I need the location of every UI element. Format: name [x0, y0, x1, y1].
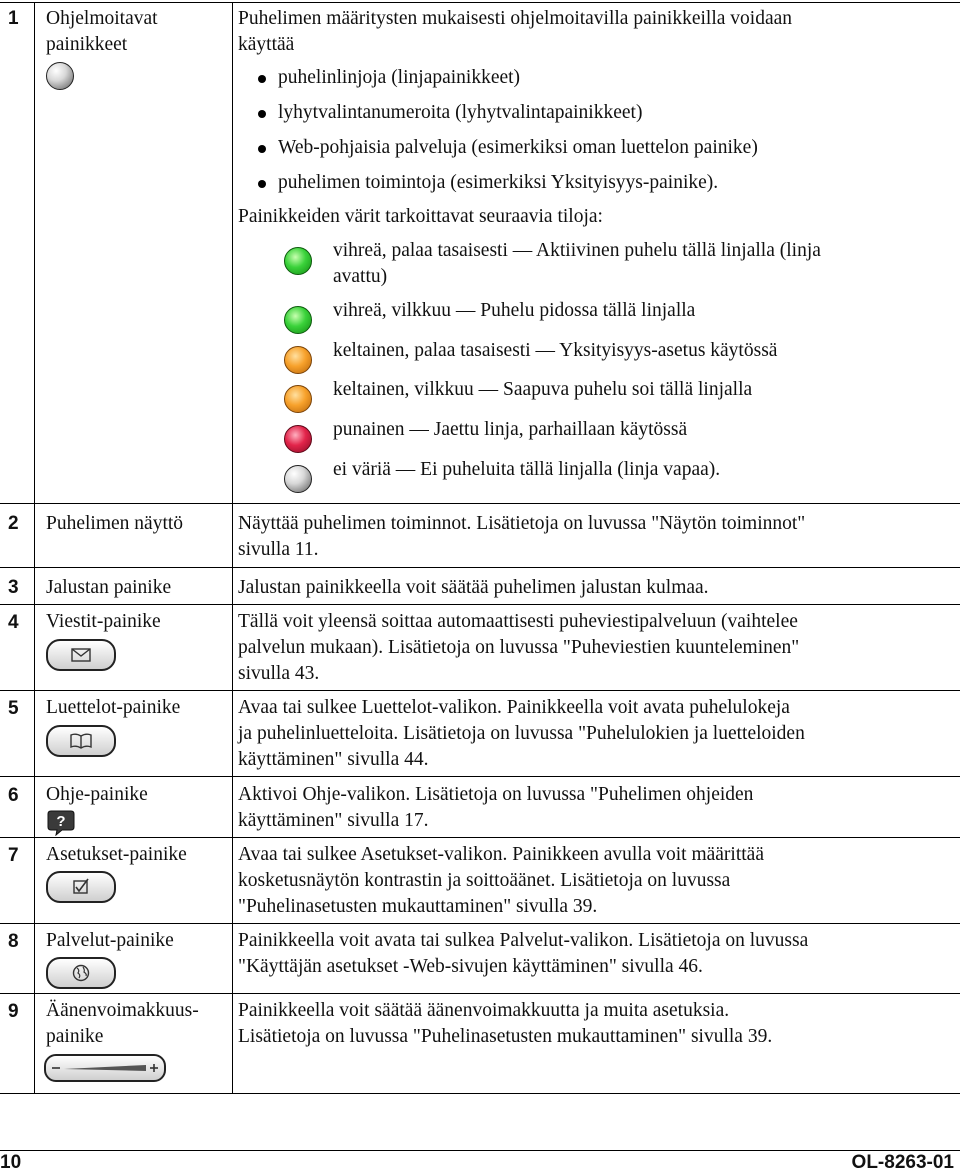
row-number: 1 [8, 8, 19, 29]
footer-rule [0, 1150, 960, 1151]
row-label: Jalustan painike [46, 577, 172, 598]
row-description: Aktivoi Ohje-valikon. Lisätietoja on luvussa "Puhelimen ohjeiden käyttäminen" sivulla 17. [238, 784, 754, 831]
document-id: OL-8263-01 [851, 1152, 954, 1173]
row-divider [0, 567, 960, 568]
row-label: Luettelot-painike [46, 697, 181, 718]
state-description: vihreä, vilkkuu — Puhelu pidossa tällä linjalla [333, 300, 696, 321]
green-led-icon [284, 247, 312, 275]
row-divider [0, 776, 960, 777]
row-description: Avaa tai sulkee Luettelot-valikon. Painikkeella voit avata puhelulokeja ja puhelinluetteloita. Lisätietoja on luvussa "Puhelulokien ja luetteloiden käyttäminen" sivulla 44. [238, 697, 805, 770]
row-divider [0, 604, 960, 605]
red-led-icon [284, 425, 312, 453]
row-description: Jalustan painikkeella voit säätää puhelimen jalustan kulmaa. [238, 577, 709, 598]
svg-text:?: ? [56, 813, 66, 830]
bullet-icon [258, 180, 266, 188]
row-label: Äänenvoimakkuus- painike [46, 1000, 199, 1047]
row-divider [0, 993, 960, 994]
bullet-item: puhelinlinjoja (linjapainikkeet) [278, 67, 521, 88]
row-label: Ohje-painike [46, 784, 148, 805]
row-label: Puhelimen näyttö [46, 513, 184, 534]
row-number: 9 [8, 1001, 19, 1022]
row-description: Painikkeella voit säätää äänenvoimakkuutta ja muita asetuksia. Lisätietoja on luvussa "Puhelinasetusten mukauttaminen" sivulla 39. [238, 1000, 773, 1047]
unlit-led-icon [284, 465, 312, 493]
book-icon [48, 727, 114, 755]
column-divider-num [34, 2, 35, 1093]
help-icon [46, 808, 76, 836]
row-divider [0, 503, 960, 504]
state-description: vihreä, palaa tasaisesti — Aktiivinen puhelu tällä linjalla (linja avattu) [333, 240, 821, 287]
row-number: 3 [8, 577, 19, 598]
row-number: 2 [8, 513, 19, 534]
table-top-border [0, 2, 960, 3]
settings-button-image [46, 871, 116, 903]
row-description: Näyttää puhelimen toiminnot. Lisätietoja on luvussa "Näytön toiminnot" sivulla 11. [238, 513, 806, 560]
row-number: 8 [8, 931, 19, 952]
programmable-button-icon [46, 62, 74, 90]
row-label: Palvelut-painike [46, 930, 174, 951]
row-divider [0, 923, 960, 924]
row-divider [0, 837, 960, 838]
row-number: 5 [8, 698, 19, 719]
volume-button-image [44, 1054, 166, 1082]
envelope-icon [48, 641, 114, 669]
page-number: 10 [0, 1152, 22, 1173]
row-label: Viestit-painike [46, 611, 161, 632]
orange-led-icon [284, 385, 312, 413]
row-description: Puhelimen määritysten mukaisesti ohjelmoitavilla painikkeilla voidaan käyttää [238, 8, 792, 55]
bullet-item: lyhytvalintanumeroita (lyhytvalintapainikkeet) [278, 102, 643, 123]
bullet-icon [258, 75, 266, 83]
row-divider [0, 690, 960, 691]
volume-icon [46, 1056, 164, 1080]
bullet-item: puhelimen toimintoja (esimerkiksi Yksityisyys-painike). [278, 172, 719, 193]
bullet-icon [258, 110, 266, 118]
directories-button-image [46, 725, 116, 757]
row-label: Ohjelmoitavat painikkeet [46, 8, 158, 55]
row-description: Tällä voit yleensä soittaa automaattisesti puheviestipalveluun (vaihtelee palvelun mukaan). Lisätietoja on luvussa "Puheviestien kuunteleminen" sivulla 43. [238, 611, 800, 684]
row-description: Avaa tai sulkee Asetukset-valikon. Painikkeen avulla voit määrittää kosketusnäytön kontrastin ja soittoäänet. Lisätietoja on luvussa "Puhelinasetusten mukauttaminen" sivulla 39. [238, 844, 764, 917]
services-button-image [46, 957, 116, 989]
colors-intro: Painikkeiden värit tarkoittavat seuraavia tiloja: [238, 206, 603, 227]
table-bottom-border [0, 1093, 960, 1094]
state-description: keltainen, palaa tasaisesti — Yksityisyys-asetus käytössä [333, 340, 778, 361]
row-description: Painikkeella voit avata tai sulkea Palvelut-valikon. Lisätietoja on luvussa "Käyttäjän asetukset -Web-sivujen käyttäminen" sivulla 46. [238, 930, 809, 977]
column-divider-label [232, 2, 233, 1093]
row-number: 6 [8, 785, 19, 806]
checkbox-icon [48, 873, 114, 901]
state-description: keltainen, vilkkuu — Saapuva puhelu soi tällä linjalla [333, 379, 753, 400]
state-description: ei väriä — Ei puheluita tällä linjalla (linja vapaa). [333, 459, 721, 480]
green-led-icon [284, 306, 312, 334]
row-number: 7 [8, 845, 19, 866]
bullet-icon [258, 145, 266, 153]
messages-button-image [46, 639, 116, 671]
state-description: punainen — Jaettu linja, parhaillaan käytössä [333, 419, 688, 440]
orange-led-icon [284, 346, 312, 374]
bullet-item: Web-pohjaisia palveluja (esimerkiksi oman luettelon painike) [278, 137, 758, 158]
row-label: Asetukset-painike [46, 844, 187, 865]
row-number: 4 [8, 612, 19, 633]
globe-icon [48, 959, 114, 987]
